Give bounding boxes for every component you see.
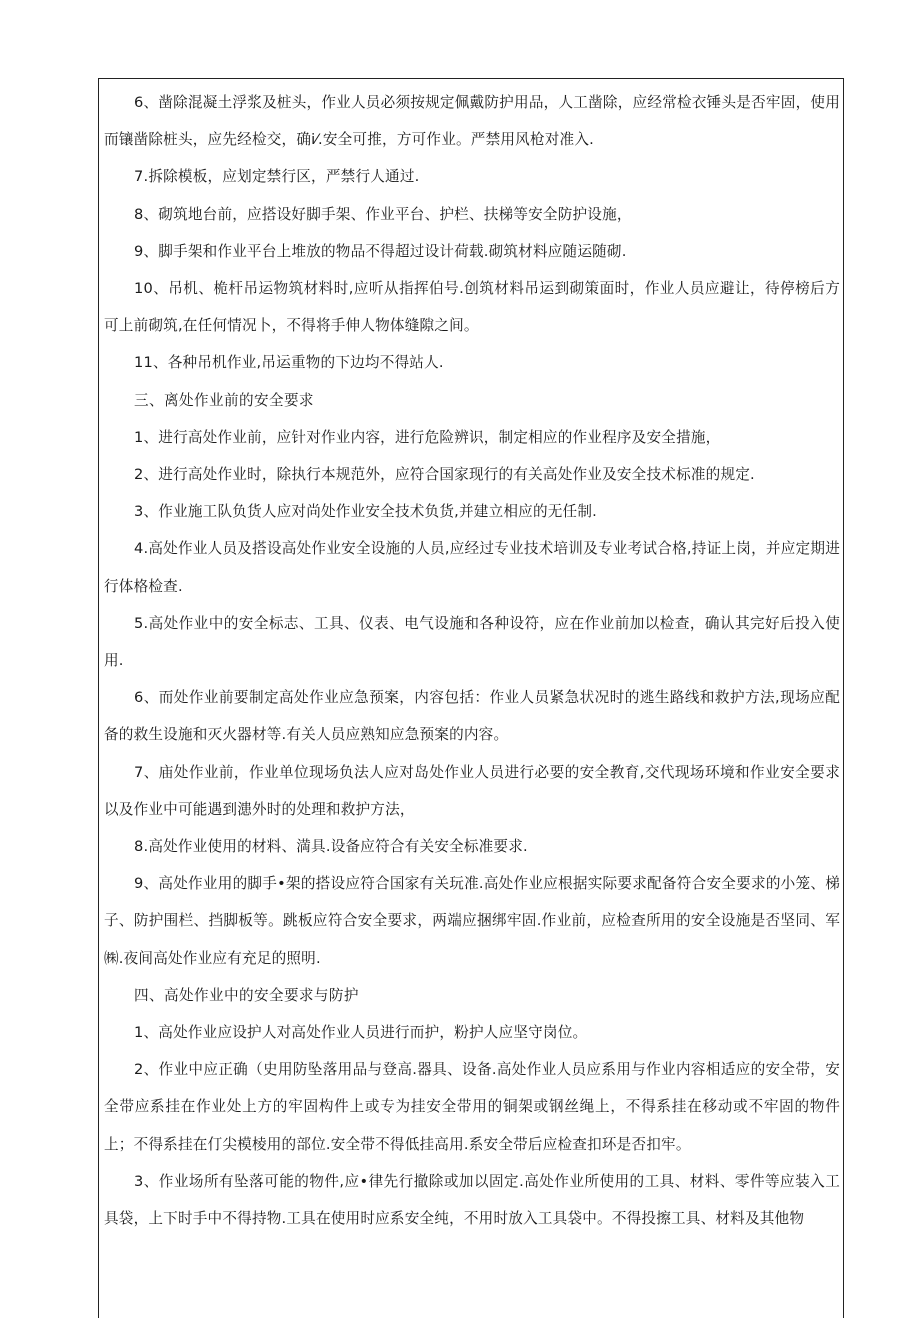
paragraph-3-3: 3、作业施工队负货人应对尚处作业安全技术负货,并建立相应的无任制. [134, 503, 597, 521]
paragraph-3-4: 4.高处作业人员及搭设高处作业安全设施的人员,应经过专业技术培训及专业考试合格,持证上岗，并应定期进行体格检查. [104, 540, 840, 595]
paragraph-item-11-no-standing: 11、各种吊机作业,吊运重物的下边均不得站人. [134, 354, 444, 372]
paragraph-item-8-masonry-platform: 8、砌筑地台前，应搭设好脚手架、作业平台、护栏、扶梯等安全防护设施， [134, 205, 632, 223]
paragraph-item-10-crane-lifting: 10、吊机、桅杆吊运物筑材料时,应听从指挥伯号.创筑材料吊运到砌策面时，作业人员应避让，待停榜后方可上前砌筑,在任何情况卜，不得将手伸人物体缝隙之间。 [104, 280, 840, 335]
paragraph-item-6-chiseling: 6、凿除混凝土浮浆及桩头，作业人员必须按规定佩戴防护用品，人工凿除，应经常检衣锤头是否牢固，使用而镶凿除桩头，应先经检交，确i⁄.安全可推，方可作业。严禁用风枪对准入. [104, 94, 840, 149]
paragraph-item-7-formwork: 7.拆除模板，应划定禁行区，严禁行人通过. [134, 168, 420, 186]
paragraph-3-6: 6、而处作业前要制定高处作业应急预案，内容包括：作业人员紧急状况时的逃生路线和救护方法,现场应配备的救生设施和灭火器材等.有关人员应熟知应急预案的内容。 [104, 689, 840, 744]
section-heading-4: 四、高处作业中的安全要求与防护 [134, 986, 359, 1004]
paragraph-3-7: 7、庙处作业前，作业单位现场负法人应对岛处作业人员进行必要的安全教育,交代现场环境和作业安全要求以及作业中可能遇到漶外时的处理和救护方法， [104, 763, 840, 818]
paragraph-4-3: 3、作业场所有坠落可能的物件,应•律先行撤除或加以固定.高处作业所使用的工具、材料、零件等应装入工具袋，上下时手中不得持物.工具在使用时应系安全纯，不用时放入工具袋中。不得投擦工具、材料及其他物 [104, 1172, 840, 1228]
paragraph-3-9: 9、高处作业用的脚手•架的搭设应符合国家有关玩准.高处作业应根据实际要求配备符合安全要求的小笼、梯子、防护围栏、挡脚板等。跳板应符合安全要求，两端应捆绑牢固.作业前，应检查所用的安全设施是否坚同、军㈱.夜间高处作业应有充足的照明. [104, 875, 840, 967]
section-heading-3: 三、离处作业前的安全要求 [134, 391, 314, 409]
paragraph-3-2: 2、进行高处作业时，除执行本规范外，应符合国家现行的有关高处作业及安全技术标准的规定. [134, 466, 755, 484]
paragraph-3-8: 8.高处作业使用的材料、満具.设备应符合有关安全标准要求. [134, 838, 528, 856]
document-body [104, 84, 840, 1237]
paragraph-4-2: 2、作业中应正确（史用防坠落用品与登高.器具、设备.高处作业人员应系用与作业内容相适应的安全带，安全带应系挂在作业处上方的牢固构件上或专为挂安全带用的铜架或钢丝绳上，不得系挂在移动或不牢固的物件上；不得系挂在仃尖模棱用的部位.安全带不得低挂高用.系安全带后应检查扣环是否扣牢。 [104, 1061, 840, 1153]
paragraph-3-5: 5.高处作业中的安全标志、工具、仪表、电气设施和各种设符，应在作业前加以检查，确认其完好后投入使用. [104, 614, 840, 670]
paragraph-4-1: 1、高处作业应设护人对高处作业人员进行而护，粉护人应坚守岗位。 [134, 1024, 588, 1042]
paragraph-item-9-scaffold-load: 9、脚手架和作业平台上堆放的物品不得超过设计荷载.砌筑材料应随运随砌. [134, 242, 627, 260]
paragraph-3-1: 1、进行高处作业前，应针对作业内容，进行危险辨识，制定相应的作业程序及安全措施， [134, 428, 721, 446]
